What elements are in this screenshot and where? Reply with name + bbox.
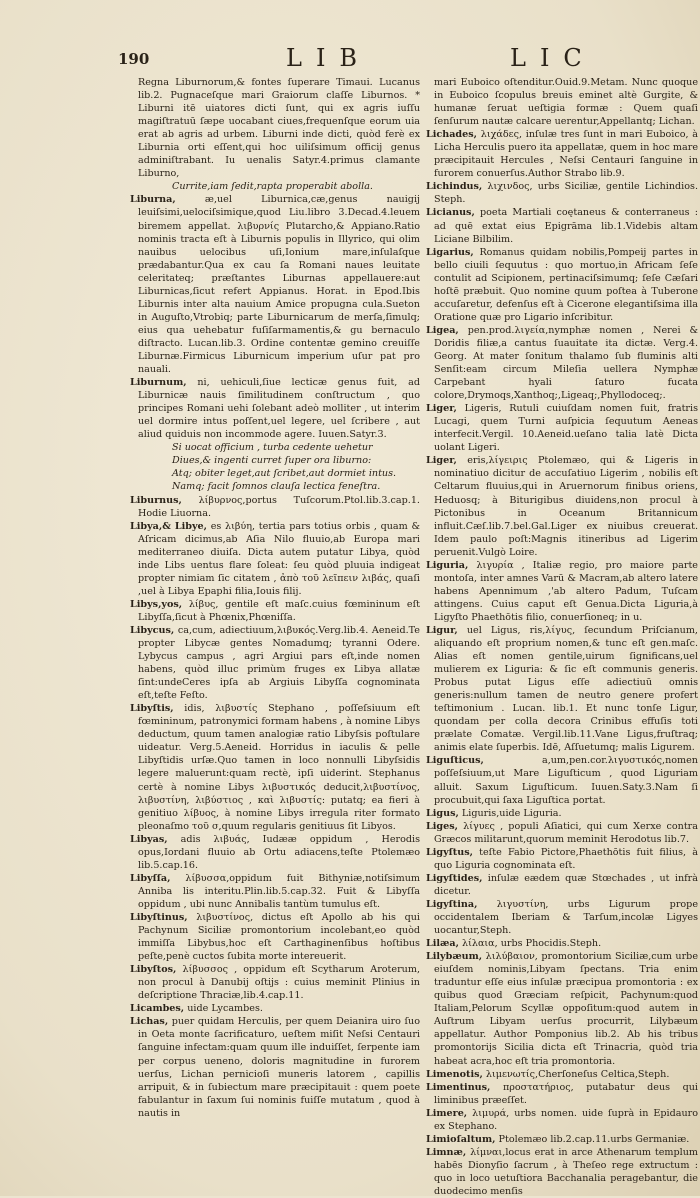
dictionary-entry <box>426 937 698 950</box>
entry-headword: Limioſaltum, <box>426 1133 496 1145</box>
dictionary-entry <box>130 911 420 963</box>
dictionary-entry <box>426 950 698 1067</box>
dictionary-entry <box>130 193 420 376</box>
dictionary-entry <box>130 702 420 832</box>
entry-text: λιμενωτίς,Cherſoneſus Celtica,Steph. <box>485 1068 670 1080</box>
dictionary-entry <box>130 1015 420 1119</box>
entry-headword: Libyſtos, <box>130 964 177 976</box>
dictionary-entry <box>130 520 420 598</box>
entry-headword: Licambes, <box>130 1003 185 1015</box>
page-number: 190 <box>118 50 150 68</box>
entry-text: λίβυρνος,portus Tuſcorum.Ptol.lib.3.cap.1. Hodie Liuorna. <box>138 494 420 519</box>
left-column <box>130 76 420 1190</box>
entry-text: Liguris,uide Liguria. <box>461 807 562 819</box>
entry-text: λίλαια, urbs Phocidis.Steph. <box>462 938 602 950</box>
verse-line: Atq; obiter leget,aut ſcribet,aut dormiet intus. <box>172 468 397 480</box>
entry-headword: Libyas, <box>130 833 168 845</box>
entry-text: inſulæ eædem quæ Stœchades , ut infrà dicetur. <box>434 872 698 897</box>
dictionary-entry <box>130 598 420 624</box>
dictionary-entry <box>426 1068 698 1081</box>
entry-text: teſte Fabio Pictore,Phaethōtis fuit filius, à quo Liguria cognominata eſt. <box>434 846 698 871</box>
entry-text: adis λιβυάς, Iudææ oppidum , Herodis opus,Iordani fluuio ab Ortu adiacens,teſte Ptolemæo lib.5.cap.16. <box>138 833 421 871</box>
dictionary-entry <box>426 1081 698 1107</box>
verse-line: Namq; facit ſomnos clauſa lectica feneſtra. <box>172 481 381 493</box>
entry-text: προστατήριος, putabatur deus qui liminibus præeſſet. <box>434 1081 698 1106</box>
page-header <box>118 44 690 72</box>
dictionary-entry <box>426 76 698 128</box>
dictionary-entry <box>426 1133 698 1146</box>
entry-headword: Licianus, <box>426 207 475 219</box>
dictionary-entry <box>426 1107 698 1133</box>
dictionary-entry <box>426 180 698 206</box>
entry-text: λίβυς, gentile eſt maſc.cuius fœmininum eſt Libyſſa,ſicut à Phœnix,Phœniſſa. <box>138 598 420 623</box>
dictionary-entry <box>426 128 698 180</box>
entry-text: λίγυες , populi Aſiatici, qui cum Xerxe contra Græcos militarunt,quorum meminit Herodotus lib.7. <box>434 820 698 845</box>
dictionary-entry <box>426 898 698 937</box>
entry-headword: Libycus, <box>130 624 175 636</box>
entry-headword: Ligus, <box>426 807 459 819</box>
entry-headword: Ligur, <box>426 624 458 636</box>
entry-text: mari Euboico oſtenditur.Ouid.9.Metam. Nunc quoque in Euboico ſcopulus breuis eminet altè Gurgite, & humanæ ſeruat ueſtigia formæ : Quem quaſi ſenſurum nautæ calcare uerentur,Appellantq; Lichan. <box>434 77 698 128</box>
entry-headword: Liguria, <box>426 559 469 571</box>
entry-text: uide Lycambes. <box>187 1003 263 1015</box>
entry-text: pen.prod.λιγεία,nymphæ nomen , Nerei & Doridis filiæ,a cantus ſuauitate ita dictæ. Verg.4. Georg. At mater ſonitum thalamo ſub fluminis alti Senſit:eam circum Mileſia uellera Nymphæ Carpebant hyali ſaturo fucata colore,Drymoqs,Xanthoq;,Ligeaq;,Phyllodoceq;. <box>434 324 698 402</box>
entry-headword: Libyſtinus, <box>130 912 188 923</box>
dictionary-entry <box>426 846 698 872</box>
entry-text: æ,uel Liburnica,cæ,genus nauigij leuiſsimi,uelociſsimique,quod Liu.libro 3.Decad.4.leuem biremem appellat. λιβυρνίς Plutarcho,& Appiano.Ratio nominis tracta eſt à Liburnis populis in Illyrico, qui olim nauibus uelocibus uſi,Ionium mare,inſulaſque prædabantur.Qua ex cau ſa Romani naues leuitate celeritateq; præſtantes Liburnas appellauere:aut Liburnicas,ſicut refert Appianus. Horat. in Epod.Ibis Liburnis inter alta nauium Amice propugna cula.Sueton in Auguſto,Vtrobiq; parte Liburnicarum de merſa,ſimulq; eius qua uehebatur fuſiſarmamentis,& gu bernaculo diſtracto. Lucan.lib.3. Ordine contentæ gemino creuiſſe Liburnæ.Firmicus Liburnicum imperium uſur pat pro nauali. <box>138 194 420 376</box>
entry-text: Ptolemæo lib.2.cap.11.urbs Germaniæ. <box>498 1133 690 1145</box>
entry-headword: Lilæa, <box>426 938 459 950</box>
entry-text: λιβυστίνος, dictus eſt Apollo ab his qui Pachynum Siciliæ promontorium incolebant,eo quòd immiſſa Libybus,hoc eſt Carthaginenſibus hoſtibus peſte,penè cuctos ſubita morte intereuerit. <box>138 912 420 963</box>
entry-headword: Ligyſtina, <box>426 898 478 910</box>
entry-headword: Lichindus, <box>426 181 483 193</box>
entry-headword: Liburnus, <box>130 494 182 506</box>
dictionary-entry <box>130 376 420 493</box>
dictionary-entry <box>426 206 698 245</box>
entry-headword: Limnæ, <box>426 1146 467 1158</box>
right-column <box>426 76 698 1197</box>
verse-line: Currite,iam ſedit,rapta properabit abolla. <box>172 181 373 193</box>
entry-text: λιγυρία , Italiæ regio, pro maiore parte montoſa, inter amnes Varū & Macram,ab altero latere habens Apennimum ,'ab altero Padum, Tuſcam attingens. Cuius caput eſt Genua.Dicta Liguria,à Ligyſto Phaethōtis filio, conuerſioneq; in u. <box>434 559 698 623</box>
entry-headword: Liburna, <box>130 194 176 206</box>
dictionary-entry <box>130 1002 420 1015</box>
entry-text: λιχάδες, inſulæ tres ſunt in mari Euboico, à Licha Herculis puero ita appellatæ, quem in hoc mare præcipitauit Hercules , Neſsi Centauri ſanguine in furorem conuerſus.Author Strabo lib.9. <box>434 129 698 180</box>
dictionary-entry <box>130 833 420 872</box>
entry-headword: Liger, <box>426 455 457 467</box>
entry-headword: Ligea, <box>426 324 459 336</box>
dictionary-entry <box>426 754 698 806</box>
entry-text: λίμναι,locus erat in arce Athenarum templum habēs Dionyſio ſacrum , à Theſeo rege extructum : quo in loco uetuſtiora Bacchanalia peragebantur, die duodecimo menſis <box>434 1146 698 1197</box>
dictionary-entry <box>426 807 698 820</box>
entry-headword: Limentinus, <box>426 1081 491 1093</box>
entry-text: poeta Martiali coętaneus & conterraneus : ad quē extat eius Epigrāma lib.1.Videbis altam Liciane Bilbilim. <box>434 207 698 245</box>
entry-headword: Liger, <box>426 403 457 415</box>
entry-headword: Libys,yos, <box>130 598 183 610</box>
dictionary-entry <box>426 820 698 846</box>
dictionary-entry <box>130 494 420 520</box>
dictionary-entry <box>426 559 698 624</box>
entry-headword: Liges, <box>426 820 458 832</box>
entry-text: λίβυσσα,oppidum fuit Bithyniæ,notiſsimum Anniba lis interitu.Plin.lib.5.cap.32. Fuit & Libyſſa oppidum , ubi nunc Annibalis tantùm tumulus eſt. <box>138 872 420 910</box>
entry-headword: Libya,& Libye, <box>130 520 208 532</box>
dictionary-entry <box>426 324 698 402</box>
entry-headword: Ligyſtus, <box>426 846 473 858</box>
entry-headword: Limenotis, <box>426 1068 483 1080</box>
entry-text: idis, λιβυστίς Stephano , poſſeſsiuum eſt fœmininum, patronymici formam habens , à nomine Libys deductum, quum tamen analogiæ ratio Libyſsis poſtulare uideatur. Verg.5.Aeneid. Horridus in iaculis & pelle Libyſtidis urſæ.Quo tamen in loco nonnulli Libyſsidis legere maluerunt:quam rectè, ipſi uiderint. Stephanus certè à nomine Libys λιβυστικός deducit,λιβυστίνος, λιβυστίνη, λιβύστιος , καὶ λιβυστίς: putatq; ea fieri à genitiuo λίβυος, à nomine Libys irregula riter formato pleonaſmo τοῦ σ,quum regularis genitiuus ſit Libyos. <box>138 703 420 832</box>
entry-headword: Ligarius, <box>426 246 474 258</box>
entry-headword: Ligyſtides, <box>426 872 483 884</box>
dictionary-entry <box>426 454 698 558</box>
entry-text: a,um,pen.cor.λιγυστικός,nomen poſſeſsiuum,ut Mare Liguſticum , quod Liguriam alluit. Saxum Liguſticum. Iuuen.Saty.3.Nam ſi procubuit,qui ſaxa Liguſtica portat. <box>434 755 698 806</box>
entry-text: λιμυρά, urbs nomen. uide ſuprà in Epidauro ex Stephano. <box>434 1107 698 1132</box>
dictionary-entry <box>426 624 698 754</box>
entry-text: puer quidam Herculis, per quem Deianira uiro ſuo in Oeta monte ſacrificaturo, ueſtem miſit Neſsi Centauri ſanguine infectam:quam quum ille induiſſet, ſerpente iam per corpus ueneno, doloris magnitudine in furorem uerſus, Lichan pernicioſi muneris latorem , capillis arripuit, & in ſubiectum mare præcipitauit : quem poete fabulantur in ſaxum ſui nominis fuiſſe mutatum , quod à nautis in <box>138 1016 420 1119</box>
entry-text: es λιβύη, tertia pars totius orbis , quam & Aſricam dicimus,ab Aſia Nilo fluuio,ab Europa mari mediterraneo diuiſa. Dicta autem putatur Libya, quòd inde Libs uentus flare ſoleat: ſeu quòd pluuia indigeat propter nimiam ſic citatem , ἀπὸ τοῦ λεῖπειν λιβάς, quaſi ,uel à Libya Epaphi filia,Iouis filij. <box>138 520 420 597</box>
entry-text: ni, uehiculi,ſiue lecticæ genus fuit, ad Liburnicæ nauis ſimilitudinem conſtructum , quo principes Romani uehi ſolebant adeò molliter , ut interim uel dormire intus poſſent,uel legere, uel ſcribere , aut aliud quiduis non incommode agere. Iuuen.Satyr.3. <box>138 377 420 441</box>
dictionary-entry <box>130 872 420 911</box>
entry-text: λιγυστίνη, urbs Ligurum prope occidentalem Iberiam & Tarſum,incolæ Ligyes uocantur,Steph. <box>434 898 698 937</box>
entry-text: uel Ligus, ris,λίγυς, ſecundum Priſcianum, aliquando eſt proprium nomen,& tunc eſt gen.maſc. Alias eſt nomen gentile,uirum ſignificans,uel mulierem ex Liguria: & ſic eſt communis generis. Probus putat Ligus eſſe adiectiuū omnis generis:nullum tamen de neutro genere profert teſtimonium . Lucan. lib.1. Et nunc tonſe Ligur, quondam per colla decora Crinibus effuſis toti prælate Comatæ. Vergil.lib.11.Vane Ligus,fruſtraq; animis elate ſuperbis. Idē, Aſſuetumq; malis Ligurem. <box>434 624 698 754</box>
entry-text: λιλύβαιον, promontorium Siciliæ,cum urbe eiuſdem nominis,Libyam ſpectans. Tria enim traduntur eſſe eius inſulæ præcipua promontoria : ex quibus quod Græciam reſpicit, Pachynum:quod Italiam,Pelorum Scyllæ oppoſitum:quod autem in Auſtrum Libyam uerſus procurrit, Lilybæum appellatur. Author Pomponius lib.2. Ab his tribus promontorijs Sicilia dicta eſt Trinacria, quòd tria habeat acra,hoc eſt tria promontoria. <box>434 951 698 1067</box>
entry-text: eris,λίγειρις Ptolemæo, qui & Ligeris in nominatiuo dicitur de accuſatiuo Ligerim , nobilis eſt Celtarum fluuius,qui in Aruernorum finibus oriens, Heduosq; à Biturigibus diuidens,non procul à Pictonibus in Oceanum Britannicum influit.Cæſ.lib.7.bel.Gal.Liger ex niuibus creuerat. Idem paulo poſt:Magnis itineribus ad Ligerim peruenit.Vulgò Loire. <box>434 455 698 558</box>
entry-text: λιχινδος, urbs Siciliæ, gentile Lichindios. Steph. <box>434 181 698 206</box>
entry-text: λίβυσσος , oppidum eſt Scytharum Aroterum, non procul à Danubij oſtijs : cuius meminit Plinius in deſcriptione Thraciæ,lib.4.cap.11. <box>138 964 421 1002</box>
entry-text: Regna Liburnorum,& fontes ſuperare Timaui. Lucanus lib.2. Pugnaceſque mari Graiorum claſſe Liburnos. * Liburni itē uiatores dicti ſunt, qui ex agris iuſſu magiſtratuū ſæpe uocabant ciues,frequenſque eorum uia erat ab agris ad urbem. Liburni inde dicti, quòd ferè ex Liburnia orti eſſent,qui hoc uiliſsimum officij genus adminiſtrabant. Iu uenalis Satyr.4.primus clamante Liburno, <box>138 77 420 180</box>
running-head-left: LIB <box>286 44 372 72</box>
verse-line: Diues,& ingenti curret ſuper ora liburno: <box>172 455 372 467</box>
entry-headword: Lichas, <box>130 1016 169 1028</box>
dictionary-entry <box>426 872 698 898</box>
entry-headword: Liguſticus, <box>426 755 484 767</box>
entry-headword: Limere, <box>426 1107 468 1119</box>
dictionary-entry <box>130 624 420 702</box>
entry-text: Ligeris, Rutuli cuiuſdam nomen fuit, fratris Lucagi, quem Turni auſpicia ſequutum Aeneas interfecit.Vergil. 10.Aeneid.ueſano talia latè Dicta uolant Ligeri. <box>434 403 698 454</box>
entry-headword: Lichades, <box>426 129 477 141</box>
dictionary-entry <box>426 1146 698 1198</box>
dictionary-entry <box>426 246 698 324</box>
entry-headword: Liburnum, <box>130 377 187 389</box>
dictionary-entry <box>130 963 420 1002</box>
entry-text: Romanus quidam nobilis,Pompeij partes in bello ciuili ſequutus : quo mortuo,in Africam ſeſe contulit ad Scipionem, pertinaciſsimumq; ſeſe Cæſari hoſtē præbuit. Quo nomine quum poſtea à Tuberone accuſaretur, defenſus eſt à Cicerone elegantiſsima illa Oratione quæ pro Ligario inſcribitur. <box>434 246 698 323</box>
dictionary-entry <box>130 76 420 193</box>
entry-headword: Lilybæum, <box>426 951 483 963</box>
running-head-right: LIC <box>510 44 596 72</box>
verse-line: Si uocat officium , turba cedente uehetur <box>172 442 373 454</box>
dictionary-entry <box>426 402 698 454</box>
entry-text: ca,cum, adiectiuum,λιβυκός.Verg.lib.4. Aeneid.Te propter Libycæ gentes Nomadumq; tyranni Odere. Lybycus campus , agri Argiui pars eſt,inde nomen habens, quòd illuc primùm fruges ex Libya allatæ ſint:undeCeres ipſa ab Argiuis Libyſſa cognominata eſt,teſte Feſto. <box>138 624 420 702</box>
entry-headword: Libyſtis, <box>130 703 174 715</box>
entry-headword: Libyſſa, <box>130 872 171 884</box>
